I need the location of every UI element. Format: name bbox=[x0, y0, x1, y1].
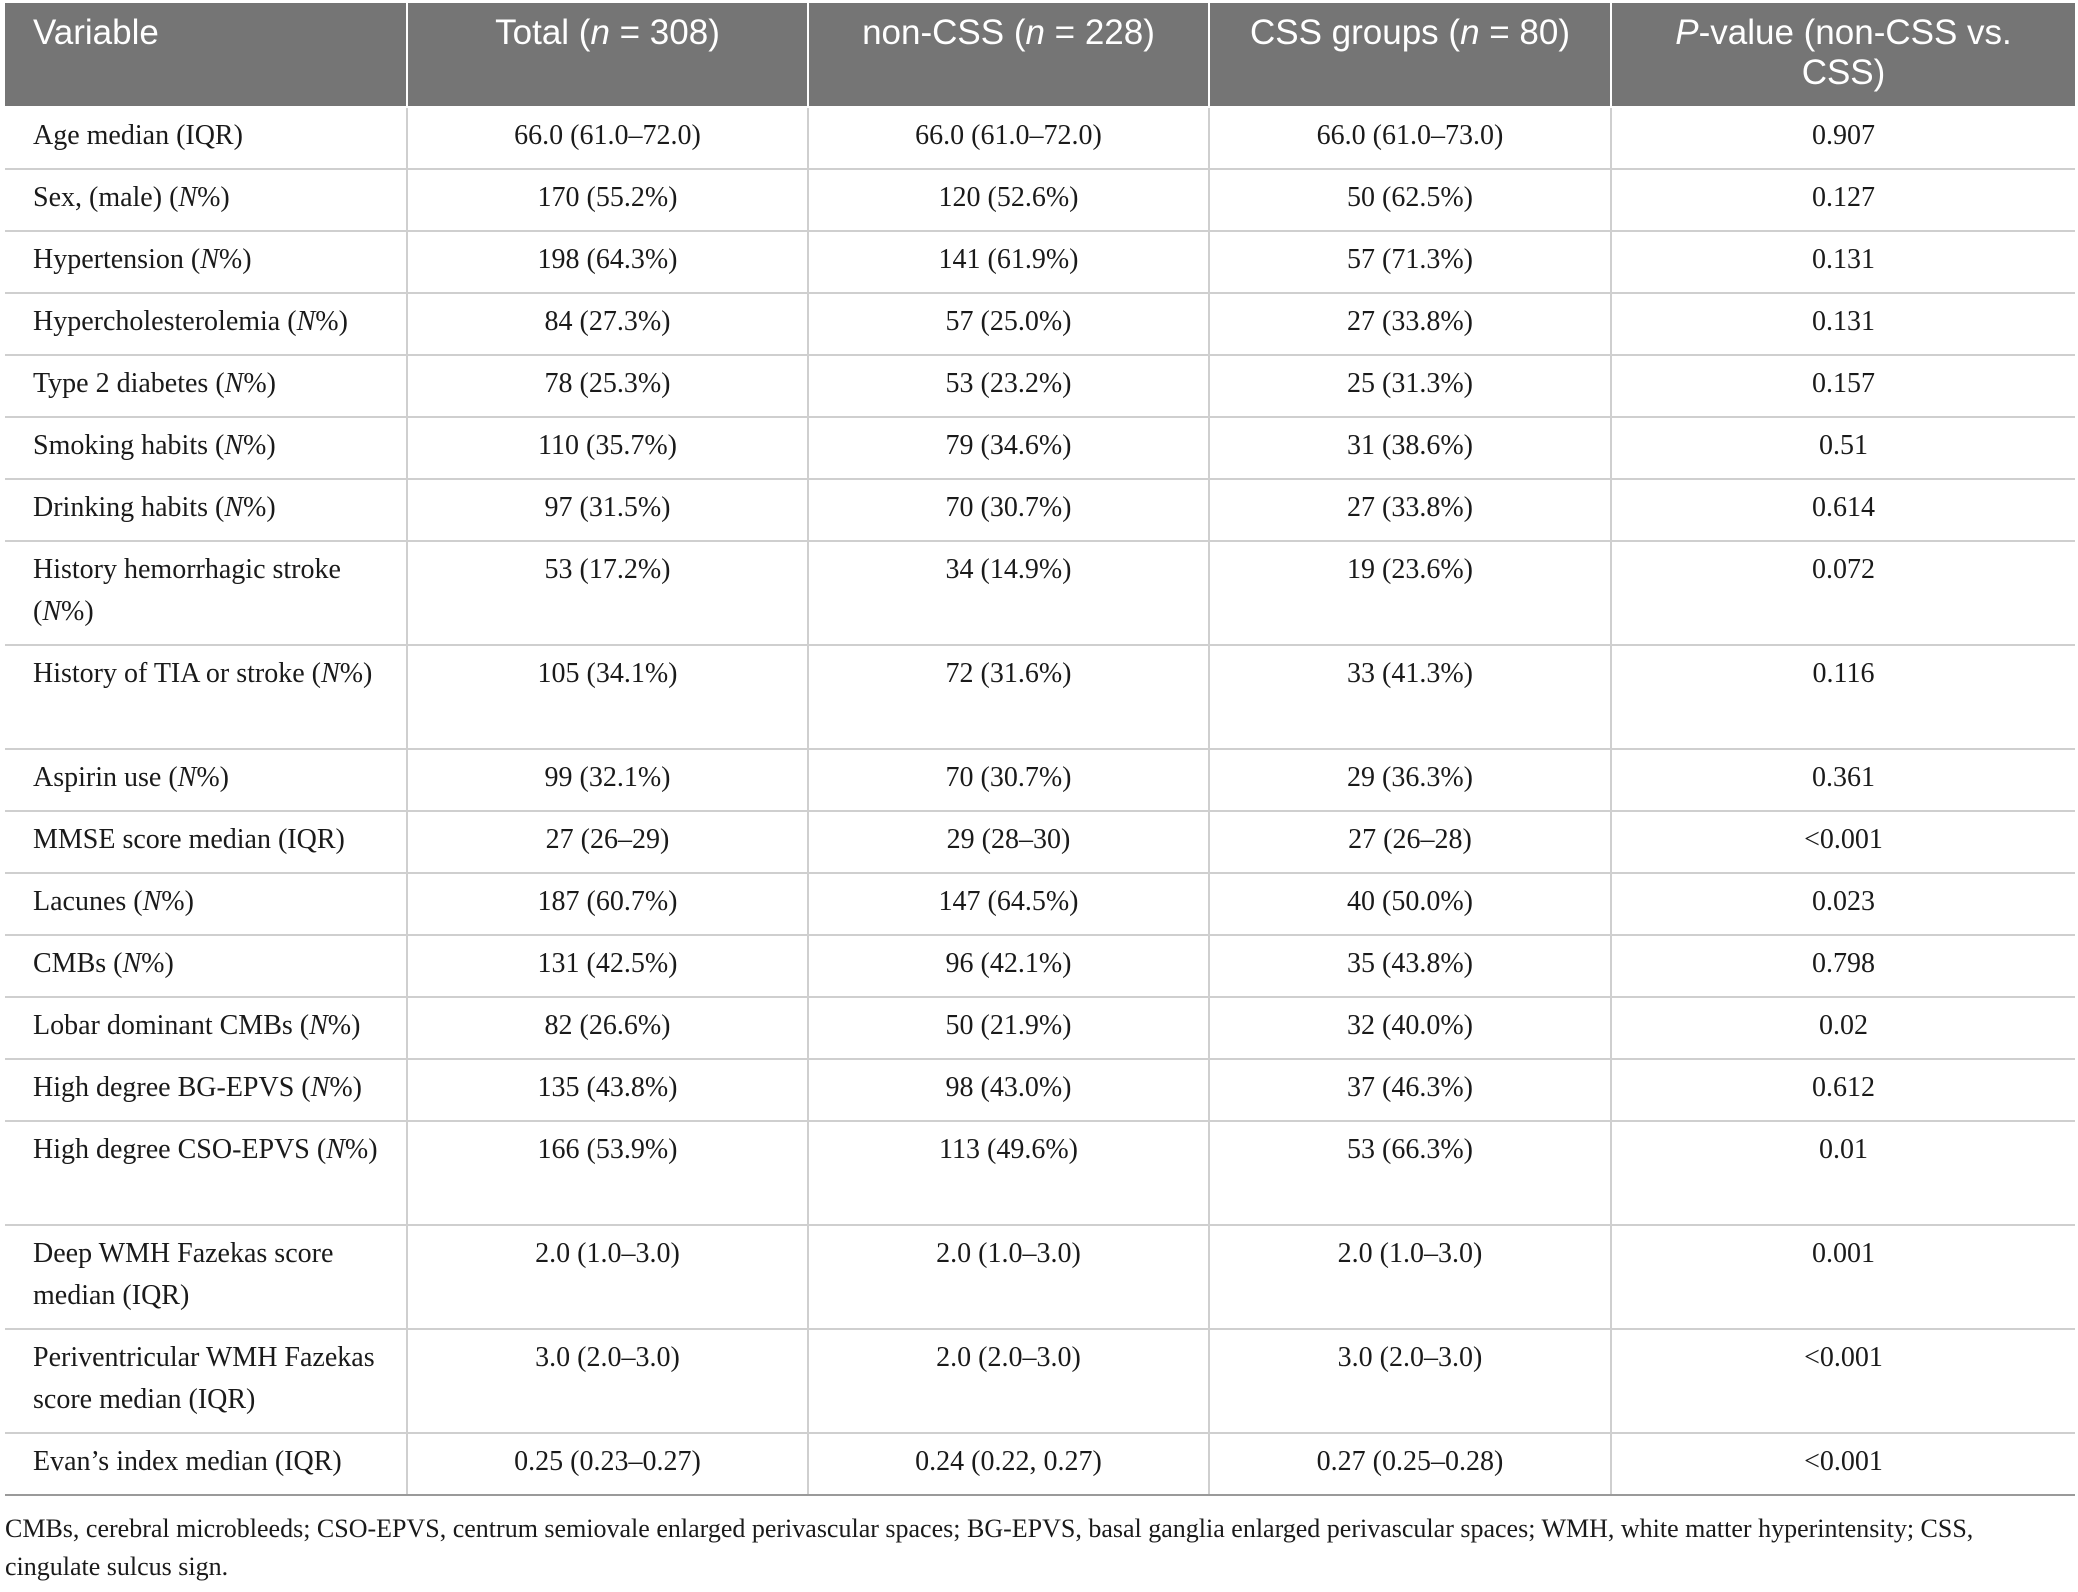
cell-p-value: 0.612 bbox=[1611, 1059, 2075, 1121]
cell-non-css: 50 (21.9%) bbox=[808, 997, 1209, 1059]
table-row bbox=[5, 1059, 2075, 1121]
cell-total: 105 (34.1%) bbox=[407, 645, 808, 749]
cell-non-css: 113 (49.6%) bbox=[808, 1121, 1209, 1225]
cell-p-value: <0.001 bbox=[1611, 1433, 2075, 1495]
row-variable-label: High degree CSO-EPVS (N%) bbox=[5, 1121, 407, 1225]
cell-total: 110 (35.7%) bbox=[407, 417, 808, 479]
cell-p-value: 0.023 bbox=[1611, 873, 2075, 935]
cell-p-value: 0.127 bbox=[1611, 169, 2075, 231]
table-row bbox=[5, 1225, 2075, 1329]
table-row bbox=[5, 417, 2075, 479]
cell-p-value: 0.116 bbox=[1611, 645, 2075, 749]
row-variable-label: Periventricular WMH Fazekas score median (IQR) bbox=[5, 1329, 407, 1433]
cell-total: 135 (43.8%) bbox=[407, 1059, 808, 1121]
table-body bbox=[5, 107, 2075, 1495]
cell-total: 66.0 (61.0–72.0) bbox=[407, 107, 808, 169]
cell-total: 53 (17.2%) bbox=[407, 541, 808, 645]
cell-non-css: 96 (42.1%) bbox=[808, 935, 1209, 997]
cell-total: 99 (32.1%) bbox=[407, 749, 808, 811]
cell-non-css: 70 (30.7%) bbox=[808, 749, 1209, 811]
cell-css: 40 (50.0%) bbox=[1209, 873, 1611, 935]
row-variable-label: Sex, (male) (N%) bbox=[5, 169, 407, 231]
cell-p-value: 0.361 bbox=[1611, 749, 2075, 811]
cell-css: 25 (31.3%) bbox=[1209, 355, 1611, 417]
table-row bbox=[5, 479, 2075, 541]
cell-total: 187 (60.7%) bbox=[407, 873, 808, 935]
table-row bbox=[5, 355, 2075, 417]
cell-css: 19 (23.6%) bbox=[1209, 541, 1611, 645]
cell-p-value: 0.614 bbox=[1611, 479, 2075, 541]
row-variable-label: History hemorrhagic stroke (N%) bbox=[5, 541, 407, 645]
cell-non-css: 70 (30.7%) bbox=[808, 479, 1209, 541]
table-row bbox=[5, 645, 2075, 749]
row-variable-label: Hypercholesterolemia (N%) bbox=[5, 293, 407, 355]
row-variable-label: Age median (IQR) bbox=[5, 107, 407, 169]
cell-css: 27 (33.8%) bbox=[1209, 293, 1611, 355]
cell-total: 82 (26.6%) bbox=[407, 997, 808, 1059]
cell-non-css: 147 (64.5%) bbox=[808, 873, 1209, 935]
row-variable-label: Aspirin use (N%) bbox=[5, 749, 407, 811]
table-row bbox=[5, 231, 2075, 293]
cell-css: 29 (36.3%) bbox=[1209, 749, 1611, 811]
row-variable-label: MMSE score median (IQR) bbox=[5, 811, 407, 873]
cell-non-css: 29 (28–30) bbox=[808, 811, 1209, 873]
cell-css: 35 (43.8%) bbox=[1209, 935, 1611, 997]
table-header bbox=[5, 3, 2075, 107]
cell-non-css: 120 (52.6%) bbox=[808, 169, 1209, 231]
cell-non-css: 0.24 (0.22, 0.27) bbox=[808, 1433, 1209, 1495]
header-variable: Variable bbox=[5, 3, 407, 107]
table-row bbox=[5, 811, 2075, 873]
table-row bbox=[5, 293, 2075, 355]
cell-css: 27 (33.8%) bbox=[1209, 479, 1611, 541]
cell-css: 57 (71.3%) bbox=[1209, 231, 1611, 293]
table-row bbox=[5, 997, 2075, 1059]
cell-p-value: 0.131 bbox=[1611, 293, 2075, 355]
table-row bbox=[5, 1433, 2075, 1495]
cell-total: 84 (27.3%) bbox=[407, 293, 808, 355]
cell-non-css: 72 (31.6%) bbox=[808, 645, 1209, 749]
header-total: Total (n = 308) bbox=[407, 3, 808, 107]
cell-css: 31 (38.6%) bbox=[1209, 417, 1611, 479]
cell-p-value: 0.131 bbox=[1611, 231, 2075, 293]
table-row bbox=[5, 749, 2075, 811]
cell-p-value: 0.907 bbox=[1611, 107, 2075, 169]
cell-css: 3.0 (2.0–3.0) bbox=[1209, 1329, 1611, 1433]
row-variable-label: Drinking habits (N%) bbox=[5, 479, 407, 541]
cell-css: 27 (26–28) bbox=[1209, 811, 1611, 873]
cell-total: 198 (64.3%) bbox=[407, 231, 808, 293]
cell-total: 131 (42.5%) bbox=[407, 935, 808, 997]
cell-total: 3.0 (2.0–3.0) bbox=[407, 1329, 808, 1433]
table-row bbox=[5, 1329, 2075, 1433]
header-row bbox=[5, 3, 2075, 107]
row-variable-label: Type 2 diabetes (N%) bbox=[5, 355, 407, 417]
cell-p-value: <0.001 bbox=[1611, 1329, 2075, 1433]
cell-non-css: 98 (43.0%) bbox=[808, 1059, 1209, 1121]
cell-css: 2.0 (1.0–3.0) bbox=[1209, 1225, 1611, 1329]
cell-non-css: 141 (61.9%) bbox=[808, 231, 1209, 293]
table-footnote: CMBs, cerebral microbleeds; CSO-EPVS, centrum semiovale enlarged perivascular spaces; BG-EPVS, basal ganglia enlarged perivascular spaces; WMH, white matter hyperintensity; CSS, cingulate sulcus sign. bbox=[5, 1514, 1974, 1581]
cell-non-css: 79 (34.6%) bbox=[808, 417, 1209, 479]
row-variable-label: CMBs (N%) bbox=[5, 935, 407, 997]
cell-non-css: 2.0 (2.0–3.0) bbox=[808, 1329, 1209, 1433]
cell-p-value: 0.02 bbox=[1611, 997, 2075, 1059]
cell-total: 97 (31.5%) bbox=[407, 479, 808, 541]
cell-css: 0.27 (0.25–0.28) bbox=[1209, 1433, 1611, 1495]
header-p-value: P-value (non-CSS vs. CSS) bbox=[1611, 3, 2075, 107]
cell-p-value: 0.157 bbox=[1611, 355, 2075, 417]
row-variable-label: Lacunes (N%) bbox=[5, 873, 407, 935]
row-variable-label: Evan’s index median (IQR) bbox=[5, 1433, 407, 1495]
cell-p-value: 0.072 bbox=[1611, 541, 2075, 645]
cell-p-value: 0.798 bbox=[1611, 935, 2075, 997]
row-variable-label: High degree BG-EPVS (N%) bbox=[5, 1059, 407, 1121]
cell-non-css: 53 (23.2%) bbox=[808, 355, 1209, 417]
row-variable-label: Smoking habits (N%) bbox=[5, 417, 407, 479]
cell-css: 66.0 (61.0–73.0) bbox=[1209, 107, 1611, 169]
cell-non-css: 57 (25.0%) bbox=[808, 293, 1209, 355]
cell-non-css: 34 (14.9%) bbox=[808, 541, 1209, 645]
header-non-css: non-CSS (n = 228) bbox=[808, 3, 1209, 107]
cell-css: 37 (46.3%) bbox=[1209, 1059, 1611, 1121]
cell-p-value: 0.001 bbox=[1611, 1225, 2075, 1329]
cell-total: 2.0 (1.0–3.0) bbox=[407, 1225, 808, 1329]
row-variable-label: Lobar dominant CMBs (N%) bbox=[5, 997, 407, 1059]
table-row bbox=[5, 107, 2075, 169]
row-variable-label: Hypertension (N%) bbox=[5, 231, 407, 293]
cell-non-css: 2.0 (1.0–3.0) bbox=[808, 1225, 1209, 1329]
table-row bbox=[5, 169, 2075, 231]
cell-css: 33 (41.3%) bbox=[1209, 645, 1611, 749]
table-row bbox=[5, 1121, 2075, 1225]
cell-css: 32 (40.0%) bbox=[1209, 997, 1611, 1059]
cell-css: 50 (62.5%) bbox=[1209, 169, 1611, 231]
characteristics-table bbox=[5, 3, 2075, 1496]
cell-total: 166 (53.9%) bbox=[407, 1121, 808, 1225]
cell-p-value: 0.51 bbox=[1611, 417, 2075, 479]
cell-p-value: <0.001 bbox=[1611, 811, 2075, 873]
cell-p-value: 0.01 bbox=[1611, 1121, 2075, 1225]
cell-total: 0.25 (0.23–0.27) bbox=[407, 1433, 808, 1495]
cell-css: 53 (66.3%) bbox=[1209, 1121, 1611, 1225]
table-row bbox=[5, 935, 2075, 997]
table-container bbox=[5, 3, 2075, 1496]
table-row bbox=[5, 541, 2075, 645]
cell-non-css: 66.0 (61.0–72.0) bbox=[808, 107, 1209, 169]
row-variable-label: Deep WMH Fazekas score median (IQR) bbox=[5, 1225, 407, 1329]
cell-total: 27 (26–29) bbox=[407, 811, 808, 873]
table-row bbox=[5, 873, 2075, 935]
cell-total: 78 (25.3%) bbox=[407, 355, 808, 417]
header-css-groups: CSS groups (n = 80) bbox=[1209, 3, 1611, 107]
cell-total: 170 (55.2%) bbox=[407, 169, 808, 231]
row-variable-label: History of TIA or stroke (N%) bbox=[5, 645, 407, 749]
